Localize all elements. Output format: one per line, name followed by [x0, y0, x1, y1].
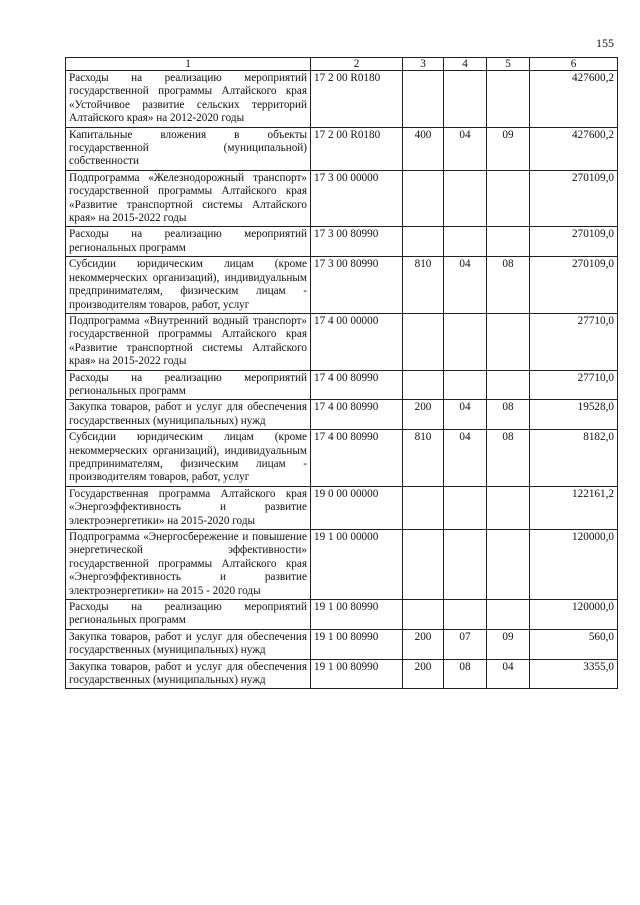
row-vr-cell: 200 — [403, 629, 444, 659]
row-amount-cell: 120000,0 — [530, 600, 618, 630]
row-amount-cell: 427600,2 — [530, 71, 618, 128]
row-rz-cell — [444, 170, 487, 227]
row-amount-cell: 120000,0 — [530, 530, 618, 600]
row-vr-cell: 810 — [403, 257, 444, 314]
row-name-cell: Подпрограмма «Железнодорожный транспорт» государственной программы Алтайского края «Развитие транспортной системы Алтайского края» на 2015-2022 годы — [66, 170, 311, 227]
table-row — [66, 170, 618, 227]
row-code-cell: 17 4 00 80990 — [311, 400, 403, 430]
row-pr-cell — [487, 71, 530, 128]
page-number: 155 — [596, 36, 614, 50]
row-code-cell: 17 3 00 00000 — [311, 170, 403, 227]
table-row — [66, 486, 618, 529]
col-header-4: 4 — [444, 58, 487, 71]
row-vr-cell — [403, 313, 444, 370]
table-row — [66, 400, 618, 430]
row-rz-cell — [444, 71, 487, 128]
row-code-cell: 19 1 00 00000 — [311, 530, 403, 600]
row-vr-cell: 400 — [403, 127, 444, 170]
row-amount-cell: 8182,0 — [530, 430, 618, 487]
row-code-cell: 19 1 00 80990 — [311, 629, 403, 659]
row-pr-cell: 09 — [487, 629, 530, 659]
row-rz-cell: 04 — [444, 127, 487, 170]
row-pr-cell: 08 — [487, 430, 530, 487]
row-code-cell: 17 4 00 00000 — [311, 313, 403, 370]
row-code-cell: 17 3 00 80990 — [311, 227, 403, 257]
table-row — [66, 127, 618, 170]
row-pr-cell — [487, 227, 530, 257]
row-vr-cell — [403, 530, 444, 600]
row-rz-cell: 04 — [444, 400, 487, 430]
row-vr-cell: 810 — [403, 430, 444, 487]
table-row — [66, 370, 618, 400]
row-code-cell: 17 4 00 80990 — [311, 430, 403, 487]
row-rz-cell — [444, 313, 487, 370]
row-rz-cell: 04 — [444, 430, 487, 487]
row-rz-cell: 07 — [444, 629, 487, 659]
row-pr-cell — [487, 170, 530, 227]
row-pr-cell: 04 — [487, 659, 530, 689]
row-name-cell: Субсидии юридическим лицам (кроме некоммерческих организаций), индивидуальным предпринимателям, физическим лицам - производителям товаров, работ, услуг — [66, 257, 311, 314]
table-row — [66, 227, 618, 257]
row-vr-cell — [403, 486, 444, 529]
col-header-5: 5 — [487, 58, 530, 71]
row-pr-cell: 09 — [487, 127, 530, 170]
table-row — [66, 600, 618, 630]
row-vr-cell — [403, 370, 444, 400]
row-code-cell: 17 2 00 R0180 — [311, 127, 403, 170]
row-name-cell: Государственная программа Алтайского края «Энергоэффективность и развитие электроэнергетики» на 2015-2020 годы — [66, 486, 311, 529]
row-amount-cell: 270109,0 — [530, 227, 618, 257]
col-header-2: 2 — [311, 58, 403, 71]
row-amount-cell: 270109,0 — [530, 257, 618, 314]
table-row — [66, 257, 618, 314]
row-vr-cell — [403, 71, 444, 128]
row-rz-cell — [444, 600, 487, 630]
row-pr-cell: 08 — [487, 400, 530, 430]
row-pr-cell — [487, 370, 530, 400]
row-code-cell: 19 0 00 00000 — [311, 486, 403, 529]
table-row — [66, 659, 618, 689]
row-rz-cell — [444, 227, 487, 257]
row-vr-cell — [403, 170, 444, 227]
row-pr-cell — [487, 530, 530, 600]
row-name-cell: Расходы на реализацию мероприятий региональных программ — [66, 227, 311, 257]
row-amount-cell: 27710,0 — [530, 370, 618, 400]
row-code-cell: 17 3 00 80990 — [311, 257, 403, 314]
row-rz-cell: 08 — [444, 659, 487, 689]
row-vr-cell — [403, 227, 444, 257]
row-rz-cell: 04 — [444, 257, 487, 314]
table-row — [66, 71, 618, 128]
row-code-cell: 17 2 00 R0180 — [311, 71, 403, 128]
row-pr-cell — [487, 313, 530, 370]
row-name-cell: Расходы на реализацию мероприятий региональных программ — [66, 370, 311, 400]
row-pr-cell — [487, 600, 530, 630]
row-vr-cell — [403, 600, 444, 630]
col-header-3: 3 — [403, 58, 444, 71]
row-name-cell: Капитальные вложения в объекты государственной (муниципальной) собственности — [66, 127, 311, 170]
header-row — [66, 58, 618, 71]
row-amount-cell: 27710,0 — [530, 313, 618, 370]
budget-table — [65, 57, 618, 689]
row-code-cell: 19 1 00 80990 — [311, 659, 403, 689]
row-vr-cell: 200 — [403, 659, 444, 689]
row-amount-cell: 3355,0 — [530, 659, 618, 689]
row-name-cell: Подпрограмма «Энергосбережение и повышение энергетической эффективности» государственной программы Алтайского края «Энергоэффективность и развитие электроэнергетики» на 2015 - 2020 годы — [66, 530, 311, 600]
row-rz-cell — [444, 530, 487, 600]
row-name-cell: Закупка товаров, работ и услуг для обеспечения государственных (муниципальных) нужд — [66, 400, 311, 430]
row-amount-cell: 427600,2 — [530, 127, 618, 170]
row-code-cell: 19 1 00 80990 — [311, 600, 403, 630]
row-name-cell: Расходы на реализацию мероприятий государственной программы Алтайского края «Устойчивое развитие сельских территорий Алтайского края» на 2012-2020 годы — [66, 71, 311, 128]
row-pr-cell — [487, 486, 530, 529]
table-row — [66, 629, 618, 659]
row-amount-cell: 122161,2 — [530, 486, 618, 529]
row-name-cell: Закупка товаров, работ и услуг для обеспечения государственных (муниципальных) нужд — [66, 659, 311, 689]
table-row — [66, 313, 618, 370]
table-row — [66, 530, 618, 600]
row-name-cell: Субсидии юридическим лицам (кроме некоммерческих организаций), индивидуальным предпринимателям, физическим лицам - производителям товаров, работ, услуг — [66, 430, 311, 487]
row-amount-cell: 19528,0 — [530, 400, 618, 430]
row-pr-cell: 08 — [487, 257, 530, 314]
col-header-6: 6 — [530, 58, 618, 71]
row-amount-cell: 270109,0 — [530, 170, 618, 227]
row-code-cell: 17 4 00 80990 — [311, 370, 403, 400]
row-amount-cell: 560,0 — [530, 629, 618, 659]
row-rz-cell — [444, 370, 487, 400]
row-name-cell: Подпрограмма «Внутренний водный транспорт» государственной программы Алтайского края «Развитие транспортной системы Алтайского края» на 2015-2022 годы — [66, 313, 311, 370]
col-header-1: 1 — [66, 58, 311, 71]
row-name-cell: Расходы на реализацию мероприятий региональных программ — [66, 600, 311, 630]
table-body — [66, 71, 618, 689]
table-row — [66, 430, 618, 487]
row-vr-cell: 200 — [403, 400, 444, 430]
row-rz-cell — [444, 486, 487, 529]
row-name-cell: Закупка товаров, работ и услуг для обеспечения государственных (муниципальных) нужд — [66, 629, 311, 659]
